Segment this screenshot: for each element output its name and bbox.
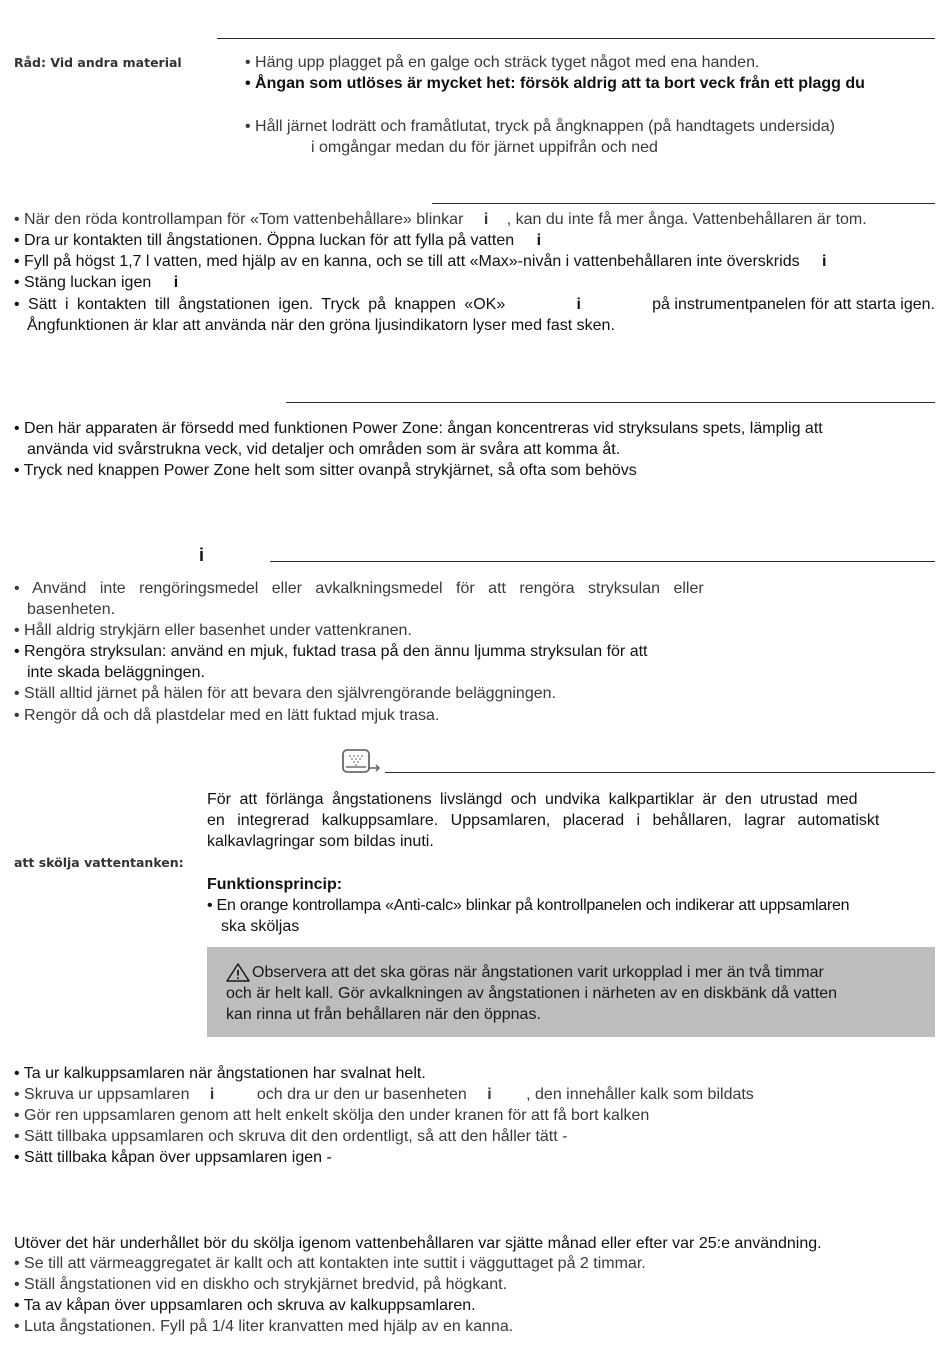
list-item-continuation: ska sköljas <box>221 918 300 935</box>
paragraph-line: kalkavlagringar som bildas inuti. <box>207 833 434 850</box>
list-item: • Håll aldrig strykjärn eller basenhet under vattenkranen. <box>14 622 412 639</box>
figure-marker: i <box>576 296 581 313</box>
list-item <box>14 209 935 230</box>
list-item-continuation: i omgångar medan du för järnet uppifrån och ned <box>311 139 658 156</box>
list-item: • Se till att värmeaggregatet är kallt och att kontakten inte suttit i vägguttaget på 2 timmar. <box>14 1255 646 1272</box>
list-item: • En orange kontrollampa «Anti-calc» blinkar på kontrollpanelen och indikerar att uppsamlaren <box>207 897 850 914</box>
list-item: • Sätt tillbaka kåpan över uppsamlaren igen - <box>14 1149 332 1166</box>
list-item <box>14 230 541 251</box>
anti-calc-collector-icon <box>341 748 381 776</box>
paragraph-line: Utöver det här underhållet bör du skölja igenom vattenbehållaren var sjätte månad eller efter var 25:e användning. <box>14 1235 822 1252</box>
section-divider <box>270 561 935 562</box>
list-item-text: • Skruva ur uppsamlaren <box>14 1086 190 1103</box>
warning-line: och är helt kall. Gör avkalkningen av ångstationen i närheten av en diskbänk då vatten <box>226 985 838 1002</box>
list-item <box>14 578 742 599</box>
list-item: • Ställ alltid järnet på hälen för att bevara den självrengörande beläggningen. <box>14 685 556 702</box>
list-item-text: , den innehåller kalk som bildats <box>526 1086 754 1103</box>
list-item-text: • Använd inte rengöringsmedel eller avkalkningsmedel för att rengöra stryksulan eller <box>14 580 704 597</box>
side-label-rinse: att skölja vattentanken: <box>14 855 184 870</box>
figure-marker: i <box>209 1086 215 1103</box>
figure-marker: i <box>822 253 827 270</box>
principle-heading: Funktionsprincip: <box>207 876 343 893</box>
warning-triangle-icon <box>226 962 252 983</box>
list-item: • Häng upp plagget på en galge och sträck tyget något med ena handen. <box>245 54 760 71</box>
list-item <box>14 272 178 293</box>
paragraph-line <box>207 789 935 810</box>
list-item <box>14 294 935 315</box>
list-item: • Rengöra stryksulan: använd en mjuk, fuktad trasa på den ännu ljumma stryksulan för att <box>14 643 648 660</box>
list-item-continuation: basenheten. <box>27 601 116 618</box>
list-item: • Den här apparaten är försedd med funktionen Power Zone: ångan koncentreras vid stryksulans spets, lämplig att <box>14 420 823 437</box>
list-item-text: • Sätt i kontakten till ångstationen igen. Tryck på knappen «OK» <box>14 296 506 313</box>
section-divider <box>385 772 935 773</box>
list-item: • Ta ur kalkuppsamlaren när ångstationen har svalnat helt. <box>14 1065 426 1082</box>
section-divider <box>217 38 935 39</box>
list-item: • Luta ångstationen. Fyll på 1/4 liter kranvatten med hjälp av en kanna. <box>14 1318 514 1335</box>
list-item-text: • Stäng luckan igen <box>14 274 152 291</box>
list-item <box>14 251 827 272</box>
list-item-continuation: Ångfunktionen är klar att använda när den gröna ljusindikatorn lyser med fast sken. <box>27 317 615 334</box>
list-item: • Sätt tillbaka uppsamlaren och skruva dit den ordentligt, så att den håller tätt - <box>14 1128 568 1145</box>
list-item <box>14 1084 754 1105</box>
paragraph-text: För att förlänga ångstationens livslängd och undvika kalkpartiklar är den utrustad med <box>207 791 858 808</box>
list-item-text: • Dra ur kontakten till ångstationen. Öppna luckan för att fylla på vatten <box>14 232 515 249</box>
list-item-text: på instrumentpanelen för att starta igen. <box>652 296 935 313</box>
section-divider <box>286 402 935 403</box>
list-item-text: • När den röda kontrollampan för «Tom vattenbehållare» blinkar <box>14 211 464 228</box>
warning-note-text <box>226 962 916 1025</box>
list-item: • Håll järnet lodrätt och framåtlutat, tryck på ångknappen (på handtagets undersida) <box>245 118 835 135</box>
figure-marker: i <box>536 232 542 249</box>
section-divider <box>432 203 935 204</box>
list-item-continuation: använda vid svårstrukna veck, vid detaljer och områden som är svåra att komma åt. <box>27 441 621 458</box>
warning-note <box>207 947 935 1037</box>
paragraph-text: en integrerad kalkuppsamlare. Uppsamlaren, placerad i behållaren, lagrar automatiskt <box>207 812 880 829</box>
list-item-warning: • Ångan som utlöses är mycket het: försök aldrig att ta bort veck från ett plagg du <box>245 75 865 92</box>
warning-line: kan rinna ut från behållaren när den öppnas. <box>226 1006 541 1023</box>
figure-marker: i <box>173 274 179 291</box>
list-item-text: och dra ur den ur basenheten <box>256 1086 467 1103</box>
side-label-tips: Råd: Vid andra material <box>14 55 182 70</box>
list-item-continuation: inte skada beläggningen. <box>27 664 205 681</box>
list-item: • Ta av kåpan över uppsamlaren och skruva av kalkuppsamlaren. <box>14 1297 476 1314</box>
list-item-text: , kan du inte få mer ånga. Vattenbehållaren är tom. <box>506 211 867 228</box>
figure-marker: i <box>199 545 205 565</box>
list-item-text: • Fyll på högst 1,7 l vatten, med hjälp av en kanna, och se till att «Max»-nivån i vattenbehållaren inte överskrids <box>14 253 800 270</box>
paragraph-line <box>207 810 935 831</box>
figure-marker: i <box>487 1086 492 1103</box>
warning-line: Observera att det ska göras när ångstationen varit urkopplad i mer än två timmar <box>252 964 824 981</box>
list-item: • Tryck ned knappen Power Zone helt som sitter ovanpå strykjärnet, så ofta som behövs <box>14 462 637 479</box>
figure-marker: i <box>483 211 489 228</box>
list-item: • Gör ren uppsamlaren genom att helt enkelt skölja den under kranen för att få bort kalken <box>14 1107 650 1124</box>
list-item: • Rengör då och då plastdelar med en lätt fuktad mjuk trasa. <box>14 707 440 724</box>
list-item: • Ställ ångstationen vid en diskho och strykjärnet bredvid, på högkant. <box>14 1276 508 1293</box>
